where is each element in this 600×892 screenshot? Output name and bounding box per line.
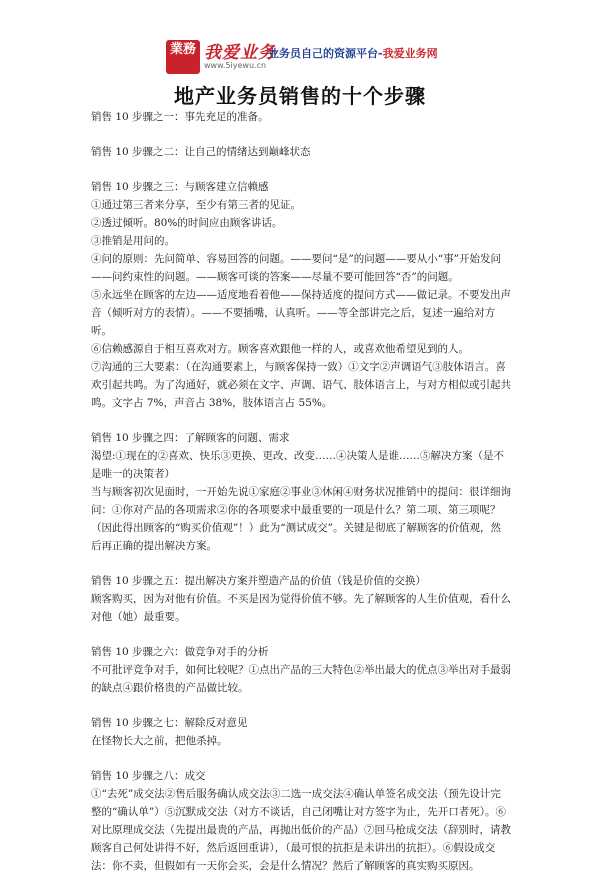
document-title: 地产业务员销售的十个步骤 xyxy=(174,84,426,108)
site-header xyxy=(0,34,600,78)
step-paragraph: ④问的原则：先问简单、容易回答的问题。——要问“是”的问题——要从小“事”开始发问——问约束性的问题。——顾客可谈的答案——尽量不要可能回答“否”的问题。 xyxy=(91,253,501,283)
step-paragraph: ①通过第三者来分享，至少有第三者的见证。 xyxy=(91,199,301,211)
step-paragraph: ②透过倾听。80%的时间应由顾客讲话。 xyxy=(91,217,283,229)
brand-name: 我爱业务 xyxy=(204,43,276,63)
step-paragraph: ①“去死”成交法②售后服务确认成交法③二选一成交法④确认单签名成交法（预先设计完整的“确认单”）⑤沉默成交法（对方不谈话，自己闭嘴让对方签字为止，先开口者死）。⑥对比原理成交法（先提出最贵的产品，再抛出低价的产品）⑦回马枪成交法（辞别时，请教顾客自己何处讲得不好，然后返回重讲），（最可恨的抗拒是未讲出的抗拒）。⑥假设成交法：你不卖，但假如有一天你会买，会是什么情况？然后了解顾客的真实购买原因。 xyxy=(91,788,511,872)
step-heading: 销售 10 步骤之七：解除反对意见 xyxy=(91,717,248,729)
step-paragraph: 顾客购买，因为对他有价值。不买是因为觉得价值不够。先了解顾客的人生价值观，看什么对他（她）最重要。 xyxy=(91,593,511,623)
step-heading: 销售 10 步骤之八：成交 xyxy=(91,770,206,782)
document-body xyxy=(91,108,511,892)
step-paragraph: ③推销是用问的。 xyxy=(91,235,175,247)
slogan-accent: 我爱业务网 xyxy=(382,47,438,60)
step-paragraph: 在怪物长大之前，把他杀掉。 xyxy=(91,735,228,747)
step-section xyxy=(91,429,511,555)
step-paragraph: ⑤永远坐在顾客的左边——适度地看着他——保持适度的提问方式——做记录。不要发出声音（倾听对方的表情）。——不要插嘴，认真听。——等全部讲完之后，复述一遍给对方听。 xyxy=(91,289,511,337)
step-heading: 销售 10 步骤之三：与顾客建立信赖感 xyxy=(91,181,269,193)
site-url: www.5iyewu.cn xyxy=(204,61,267,70)
step-section xyxy=(91,143,511,161)
step-heading: 销售 10 步骤之二：让自己的情绪达到巅峰状态 xyxy=(91,146,311,158)
site-slogan xyxy=(268,45,438,61)
step-heading: 销售 10 步骤之一：事先充足的准备。 xyxy=(91,111,269,123)
slogan-main: 业务员自己的资源平台- xyxy=(268,47,383,60)
step-paragraph: 当与顾客初次见面时，一开始先说①家庭②事业③休闲④财务状况推销中的提问：很详细询问：①你对产品的各项需求②你的各项要求中最重要的一项是什么？第二项、第三项呢？（因此得出顾客的“购买价值观”！）此为“测试成交”。关键是彻底了解顾客的价值观，然后再正确的提出解决方案。 xyxy=(91,486,511,552)
step-paragraph: ⑦沟通的三大要素：（在沟通要素上，与顾客保持一致）①文字②声调语气③肢体语言。喜欢引起共鸣。为了沟通好，就必须在文字、声调、语气、肢体语言上，与对方相似或引起共鸣。文字占 7%，声音占 38%，肢体语言占 55%。 xyxy=(91,361,511,409)
step-section xyxy=(91,643,511,697)
step-paragraph: 不可批评竞争对手，如何比较呢？①点出产品的三大特色②举出最大的优点③举出对手最弱的缺点④跟价格贵的产品做比较。 xyxy=(91,664,511,694)
step-paragraph: 渴望:①现在的②喜欢、快乐③更换、更改、改变……④决策人是谁……⑤解决方案（是不是唯一的决策者） xyxy=(91,450,505,480)
step-section xyxy=(91,108,511,126)
step-heading: 销售 10 步骤之六：做竞争对手的分析 xyxy=(91,646,269,658)
step-paragraph: ⑥信赖感源自于相互喜欢对方。顾客喜欢跟他一样的人，或喜欢他希望见到的人。 xyxy=(91,343,469,355)
step-heading: 销售 10 步骤之四：了解顾客的问题、需求 xyxy=(91,432,290,444)
step-heading: 销售 10 步骤之五：提出解决方案并塑造产品的价值（钱是价值的交换） xyxy=(91,575,427,587)
step-section xyxy=(91,178,511,412)
step-section xyxy=(91,572,511,626)
step-section xyxy=(91,714,511,750)
step-section xyxy=(91,767,511,875)
site-logo: 業務 xyxy=(166,40,200,74)
